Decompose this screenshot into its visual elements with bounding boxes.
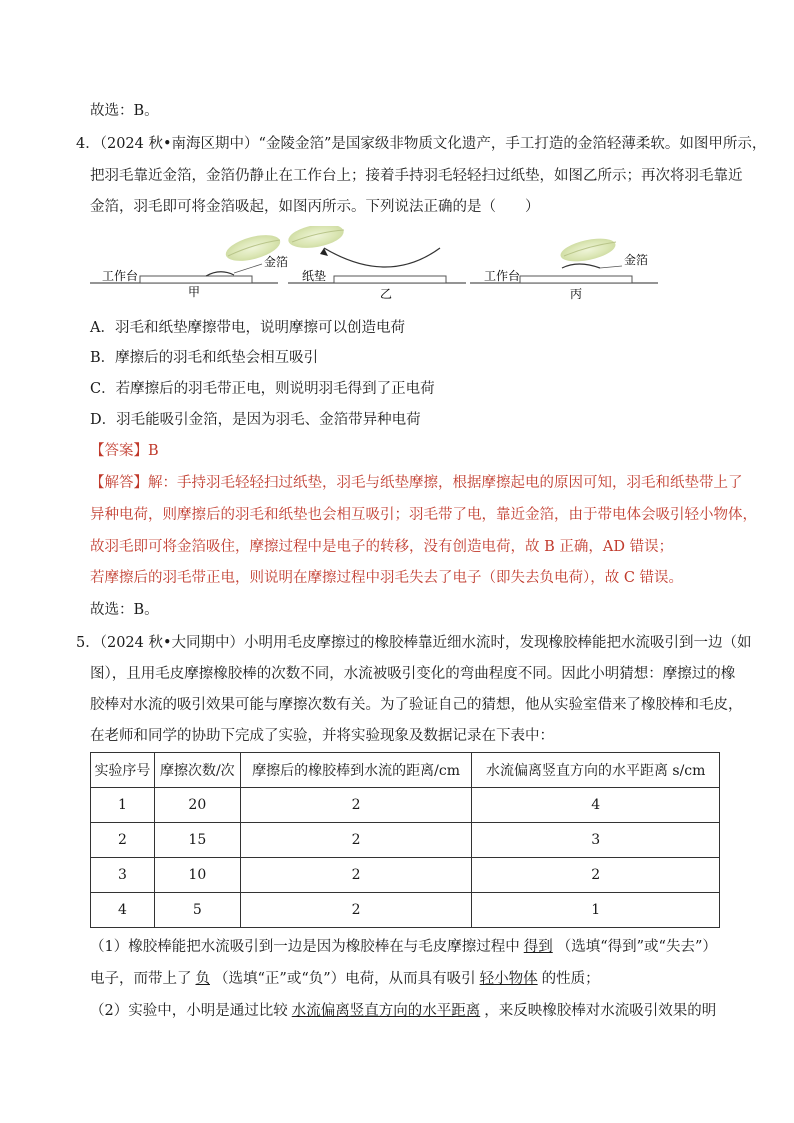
- bing-bench-label: 工作台: [484, 269, 521, 283]
- sub2-text: ，来反映橡胶棒对水流吸引效果的明: [484, 1003, 717, 1019]
- figure-bing: [470, 234, 658, 301]
- q4-option-a: A．羽毛和纸垫摩擦带电，说明摩擦可以创造电荷: [90, 320, 405, 336]
- jia-bench-label: 工作台: [102, 269, 139, 283]
- feather-icon: [559, 234, 618, 265]
- gold-foil-icon: [562, 264, 600, 268]
- bing-caption: 丙: [570, 287, 583, 301]
- table-cell: 15: [154, 823, 240, 858]
- table-header-row: [91, 753, 720, 788]
- table-header: 摩擦次数/次: [154, 753, 240, 788]
- jia-foil-label: 金箔: [264, 255, 289, 269]
- q4-number: 4．: [76, 136, 100, 152]
- yi-caption: 乙: [380, 287, 393, 301]
- analysis-text-1: 解：手持羽毛轻轻扫过纸垫，羽毛与纸垫摩擦，根据摩擦起电的原因可知，羽毛和纸垫带上了: [148, 475, 743, 491]
- q4-figure: [88, 226, 662, 306]
- analysis-label: 【解答】: [90, 475, 148, 491]
- table-cell: 5: [154, 893, 240, 928]
- answer-value: B: [148, 443, 159, 459]
- table-cell: 1: [91, 788, 155, 823]
- table-cell: 4: [91, 893, 155, 928]
- q4-analysis-line-3: 故羽毛即可将金箔吸住，摩擦过程中是电子的转移，没有创造电荷，故 B 正确，AD 错误；: [90, 539, 674, 555]
- blank-answer: 水流偏离竖直方向的水平距离: [291, 1003, 481, 1019]
- table-header: 水流偏离竖直方向的水平距离 s/cm: [472, 753, 720, 788]
- table-row: [91, 893, 720, 928]
- sub2-text: （2）实验中，小明是通过比较: [90, 1003, 288, 1019]
- sub1-text: （选填“得到”或“失去”）: [556, 939, 717, 955]
- table-header: 摩擦后的橡胶棒到水流的距离/cm: [240, 753, 472, 788]
- table-cell: 20: [154, 788, 240, 823]
- paper-pad-icon: [324, 248, 440, 267]
- bing-foil-label: 金箔: [624, 253, 649, 267]
- table-row: [91, 858, 720, 893]
- table-cell: 3: [472, 823, 720, 858]
- sub1-text: （1）橡胶棒能把水流吸引到一边是因为橡胶棒在与毛皮摩擦过程中: [90, 939, 520, 955]
- sub1-text: 的性质；: [541, 971, 600, 987]
- table-cell: 2: [240, 858, 472, 893]
- table-cell: 2: [91, 823, 155, 858]
- table-row: [91, 823, 720, 858]
- blank-answer: 得到: [523, 939, 553, 955]
- blank-answer: 轻小物体: [479, 971, 538, 987]
- q4-analysis-line-1: [90, 473, 743, 493]
- q5-stem-line-1: [76, 633, 752, 653]
- q5-stem-line-3: 胶棒对水流的吸引效果可能与摩擦次数有关。为了验证自己的猜想，他从实验室借来了橡胶棒和毛皮，: [90, 697, 743, 713]
- q4-analysis-line-4: 若摩擦后的羽毛带正电，则说明在摩擦过程中羽毛失去了电子（即失去负电荷），故 C 错误。: [90, 570, 684, 586]
- table-cell: 3: [91, 858, 155, 893]
- q5-sub1-line-1: [90, 937, 717, 957]
- table-cell: 2: [240, 788, 472, 823]
- q4-conclusion: 故选：B。: [90, 602, 159, 618]
- q4-stem-line-2: 把羽毛靠近金箔，金箔仍静止在工作台上；接着手持羽毛轻轻扫过纸垫，如图乙所示；再次将羽毛靠近: [90, 168, 743, 184]
- yi-pad-label: 纸垫: [302, 269, 327, 283]
- q5-number: 5．: [76, 635, 100, 651]
- table-cell: 2: [472, 858, 720, 893]
- table-row: [91, 788, 720, 823]
- gold-foil-icon: [206, 272, 234, 276]
- figure-jia: [90, 230, 288, 299]
- blank-answer: 负: [195, 971, 210, 987]
- q4-option-c: C．若摩擦后的羽毛带正电，则说明羽毛得到了正电荷: [90, 381, 435, 397]
- sub1-text: （选填“正”或“负”）电荷，从而具有吸引: [214, 971, 476, 987]
- table-cell: 2: [240, 893, 472, 928]
- q3-conclusion: 故选：B。: [90, 103, 159, 119]
- q4-analysis-line-2: 异种电荷，则摩擦后的羽毛和纸垫也会相互吸引；羽毛带了电，靠近金箔，由于带电体会吸引轻小物体，: [90, 507, 757, 523]
- jia-caption: 甲: [188, 285, 201, 299]
- sub1-text: 电子，而带上了: [90, 971, 192, 987]
- q5-stem-line-4: 在老师和同学的协助下完成了实验，并将实验现象及数据记录在下表中：: [90, 728, 554, 744]
- q4-option-d: D．羽毛能吸引金箔，是因为羽毛、金箔带异种电荷: [90, 412, 421, 428]
- table-cell: 4: [472, 788, 720, 823]
- q5-sub2-line-1: [90, 1001, 716, 1021]
- table-cell: 10: [154, 858, 240, 893]
- q5-sub1-line-2: [90, 969, 600, 989]
- q4-stem-text-1: （2024 秋•南海区期中）“金陵金箔”是国家级非物质文化遗产，手工打造的金箔轻薄柔软。如图甲所示，: [99, 136, 767, 152]
- table-header: 实验序号: [91, 753, 155, 788]
- feather-icon: [287, 226, 346, 252]
- q5-data-table: [90, 752, 720, 928]
- q4-option-b: B．摩擦后的羽毛和纸垫会相互吸引: [90, 350, 319, 366]
- q4-answer: [90, 441, 159, 461]
- q5-stem-text-1: （2024 秋•大同期中）小明用毛皮摩擦过的橡胶棒靠近细水流时，发现橡胶棒能把水流吸引到一边（如: [99, 635, 752, 651]
- answer-label: 【答案】: [90, 443, 148, 459]
- table-cell: 2: [240, 823, 472, 858]
- table-cell: 1: [472, 893, 720, 928]
- q4-stem-line-3: 金箔，羽毛即可将金箔吸起，如图丙所示。下列说法正确的是（ ）: [90, 199, 540, 215]
- q5-stem-line-2: 图），且用毛皮摩擦橡胶棒的次数不同，水流被吸引变化的弯曲程度不同。因此小明猜想：摩擦过的橡: [90, 666, 736, 682]
- q4-stem-line-1: [76, 134, 766, 154]
- figure-yi: [287, 226, 466, 301]
